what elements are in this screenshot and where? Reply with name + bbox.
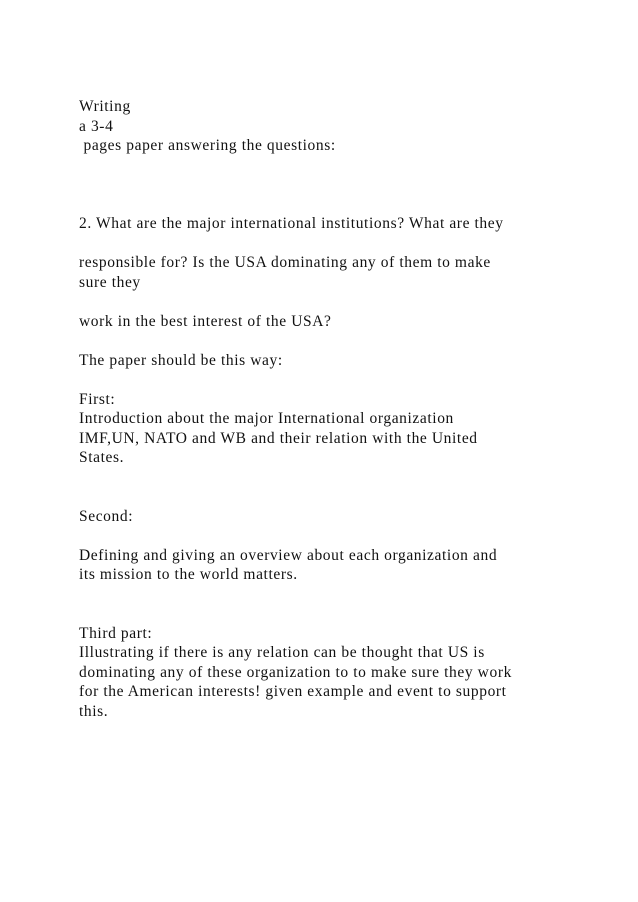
text-line: a 3-4 (79, 117, 114, 135)
spacer (79, 234, 619, 254)
text-line: responsible for? Is the USA dominating any of them to make (79, 254, 491, 271)
text-line: Illustrating if there is any relation can be thought that US is (79, 644, 485, 661)
section-heading: Third part: (79, 624, 153, 642)
spacer (79, 526, 619, 546)
text-line: this. (79, 702, 109, 720)
text-line: for the American interests! given example and event to support (79, 683, 507, 700)
section-heading: First: (79, 390, 116, 408)
text-line: sure they (79, 273, 141, 291)
text-line: pages paper answering the questions: (79, 137, 336, 154)
text-line: States. (79, 449, 125, 466)
text-line: The paper should be this way: (79, 351, 283, 369)
spacer (79, 468, 619, 507)
spacer (79, 195, 619, 215)
spacer (79, 370, 619, 390)
text-line: its mission to the world matters. (79, 566, 298, 583)
spacer (79, 585, 619, 624)
text-line: Defining and giving an overview about each organization and (79, 546, 498, 564)
spacer (79, 156, 619, 195)
document-page (79, 97, 619, 721)
text-line: Introduction about the major International organization (79, 410, 454, 427)
text-line: Writing (79, 98, 131, 115)
spacer (79, 292, 619, 312)
text-line: work in the best interest of the USA? (79, 312, 332, 330)
text-line: dominating any of these organization to to make sure they work (79, 663, 512, 681)
text-line: IMF,UN, NATO and WB and their relation with the United (79, 429, 478, 447)
text-line: 2. What are the major international institutions? What are they (79, 215, 504, 232)
section-heading: Second: (79, 507, 134, 525)
spacer (79, 331, 619, 351)
